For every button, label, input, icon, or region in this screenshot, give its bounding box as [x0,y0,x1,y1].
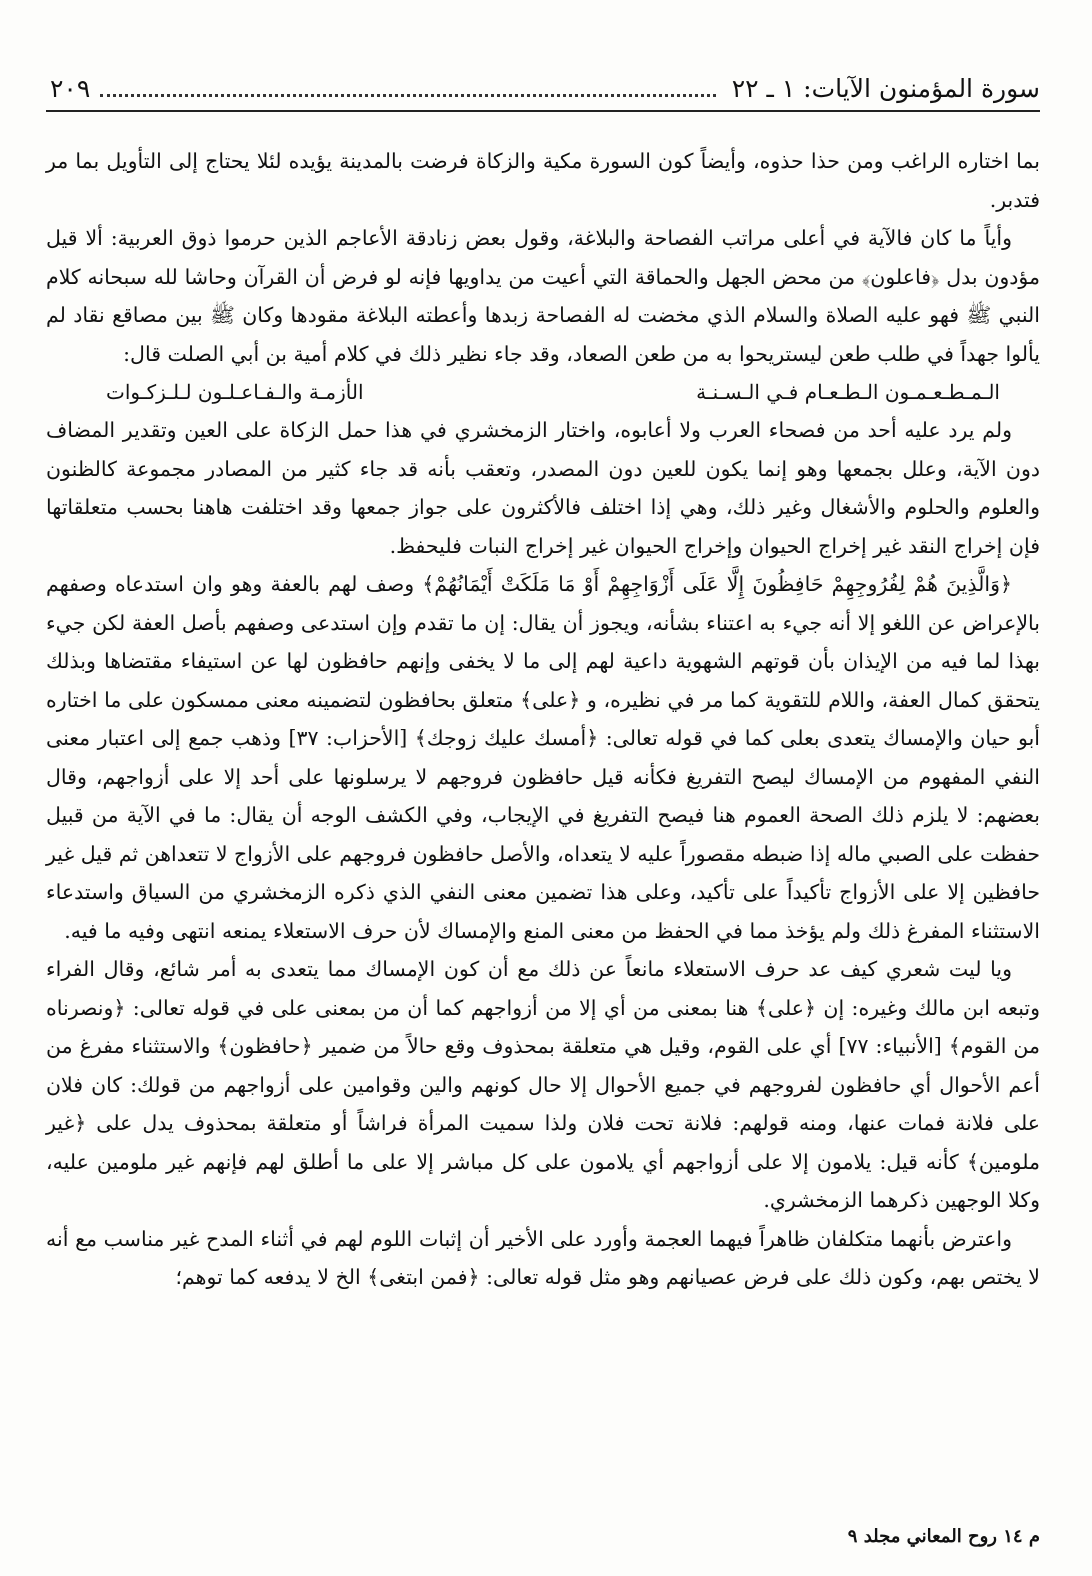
paragraph: وأياً ما كان فالآية في أعلى مراتب الفصاحة والبلاغة، وقول بعض زنادقة الأعاجم الذين حرموا ذوق العربية: ألا قيل مؤدون بدل ﴿فاعلون﴾ من محض الجهل والحماقة التي أعيت من يداويها فإنه لو فرض أن القرآن وحاشا لله سبحانه كلام النبي ﷺ فهو عليه الصلاة والسلام الذي مخضت له الفصاحة زبدها وأعطته البلاغة مقودها وكان ﷺ بين مصاقع نقاد لم يألوا جهداً في طلب طعن ليستريحوا به من طعن الصعاد، وقد جاء نظير ذلك في كلام أمية بن أبي الصلت قال: [46,226,1040,366]
header-dot-leader [100,94,715,97]
page-signature: م ١٤ روح المعاني مجلد ٩ [847,1526,1040,1547]
header-rule [46,110,1040,112]
page-body [46,142,1040,1297]
paragraph: ﴿وَالَّذِينَ هُمْ لِفُرُوجِهِمْ حَافِظُونَ إِلَّا عَلَى أَزْوَاجِهِمْ أَوْ مَا مَلَكَتْ أَيْمَانُهُمْ﴾ وصف لهم بالعفة وهو وان استدعاه وصفهم بالإعراض عن اللغو إلا أنه جيء به اعتناء بشأنه، ويجوز أن يقال: إن ما تقدم وإن استدعى وصفهم بأصل العفة لكن جيء بهذا لما فيه من الإيذان بأن قوتهم الشهوية داعية لهم إلى ما لا يخفى وإنهم حافظون لها عن استيفاء مقتضاها وبذلك يتحقق كمال العفة، واللام للتقوية كما مر في نظيره، و ﴿على﴾ متعلق بحافظون لتضمينه معنى ممسكون على ما اختاره أبو حيان والإمساك يتعدى بعلى كما في قوله تعالى: ﴿أمسك عليك زوجك﴾ [الأحزاب: ٣٧] وذهب جمع إلى اعتبار معنى النفي المفهوم من الإمساك ليصح التفريغ فكأنه قيل حافظون فروجهم لا يرسلونها على أحد إلا على أزواجهم، وقال بعضهم: لا يلزم ذلك الصحة العموم هنا فيصح التفريغ في الإيجاب، وفي الكشف الوجه أن يقال: ما في الآية من قبيل حفظت على الصبي ماله إذا ضبطه مقصوراً عليه لا يتعداه، والأصل حافظون فروجهم على الأزواج لا تتعداهن ثم قيل غير حافظين إلا على الأزواج تأكيداً على تأكيد، وعلى هذا تضمين معنى النفي الذي ذكره الزمخشري من السياق واستدعاء الاستثناء المفرغ ذلك ولم يؤخذ مما في الحفظ من معنى المنع والإمساك لأن حرف الاستعلاء يمنعه انتهى وفيه ما فيه. [46,572,1040,943]
page-number: ٢٠٩ [50,74,91,103]
page-header [50,66,1040,106]
verse-first-hemistich: الـمـطـعـمـون الـطـعـام فـي الـسـنـة [696,380,1000,404]
verse-second-hemistich: الأزمـة والـفـاعـلـون لـلـزكـوات [106,380,364,404]
poetry-verse [46,373,1040,411]
paragraph: بما اختاره الراغب ومن حذا حذوه، وأيضاً كون السورة مكية والزكاة فرضت بالمدينة يؤيده لئلا يحتاج إلى التأويل بما مر فتدبر. [46,149,1040,212]
paragraph: ويا ليت شعري كيف عد حرف الاستعلاء مانعاً عن ذلك مع أن كون الإمساك مما يتعدى به أمر شائع، وقال الفراء وتبعه ابن مالك وغيره: إن ﴿على﴾ هنا بمعنى من أي إلا من أزواجهم كما أن من بمعنى على في قوله تعالى: ﴿ونصرناه من القوم﴾ [الأنبياء: ٧٧] أي على القوم، وقيل هي متعلقة بمحذوف وقع حالاً من ضمير ﴿حافظون﴾ والاستثناء مفرغ من أعم الأحوال أي حافظون لفروجهم في جميع الأحوال إلا حال كونهم والين وقوامين على أزواجهم من قولك: كان فلان على فلانة فمات عنها، ومنه قولهم: فلانة تحت فلان ولذا سميت المرأة فراشاً أو متعلقة بمحذوف يدل على ﴿غير ملومين﴾ كأنه قيل: يلامون إلا على أزواجهم أي يلامون على كل مباشر إلا على ما أطلق لهم فإنهم غير ملومين عليه، وكلا الوجهين ذكرهما الزمخشري. [46,957,1040,1212]
paragraph: واعترض بأنهما متكلفان ظاهراً فيهما العجمة وأورد على الأخير أن إثبات اللوم لهم في أثناء المدح غير مناسب مع أنه لا يختص بهم، وكون ذلك على فرض عصيانهم وهو مثل قوله تعالى: ﴿فمن ابتغى﴾ الخ لا يدفعه كما توهم؛ [46,1226,1040,1289]
paragraph: ولم يرد عليه أحد من فصحاء العرب ولا أعابوه، واختار الزمخشري في هذا حمل الزكاة على العين وتقدير المضاف دون الآية، وعلل بجمعها وهو إنما يكون للعين دون المصدر، وتعقب بأنه قد جاء كثير من المصادر مجموعة كالظنون والعلوم والحلوم والأشغال وغير ذلك، وهي إذا اختلف فالأكثرون على جواز جمعها وقد اختلفت هاهنا بحسب متعلقاتها فإن إخراج النقد غير إخراج الحيوان وإخراج الحيوان غير إخراج النبات فليحفظ. [46,418,1040,558]
running-title: سورة المؤمنون الآيات: ١ ـ ٢٢ [731,74,1040,103]
